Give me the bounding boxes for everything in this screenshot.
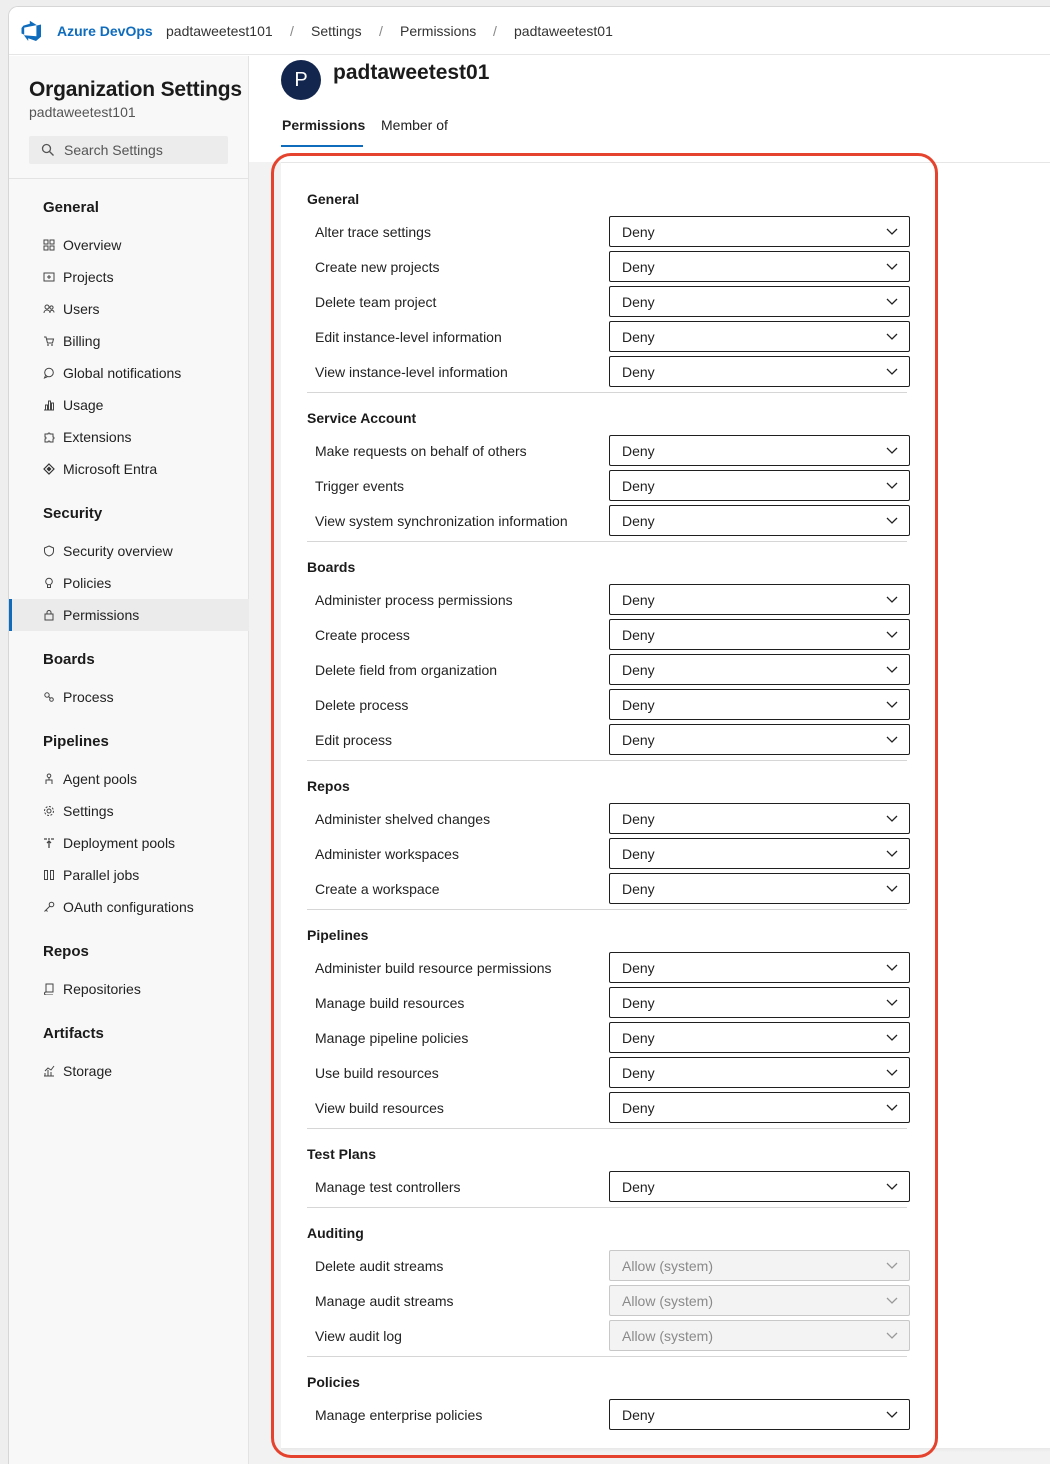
- section-divider: [307, 541, 907, 542]
- chevron-down-icon: [886, 1332, 898, 1340]
- top-bar: [9, 7, 1050, 55]
- dropdown-value: Deny: [622, 224, 655, 240]
- chart-icon: [43, 399, 55, 411]
- sidebar-item-label: Overview: [63, 237, 122, 253]
- permission-label: Manage build resources: [315, 995, 465, 1011]
- dropdown-value: Deny: [622, 478, 655, 494]
- dropdown-value: Deny: [622, 995, 655, 1011]
- chevron-down-icon: [886, 482, 898, 490]
- chevron-down-icon: [886, 263, 898, 271]
- chevron-down-icon: [886, 1411, 898, 1419]
- breadcrumb-org[interactable]: padtaweetest101: [166, 23, 273, 39]
- sidebar-org-name: padtaweetest101: [29, 104, 136, 120]
- sidebar-item-projects[interactable]: [9, 261, 249, 293]
- permission-label: Administer process permissions: [315, 592, 513, 608]
- projects-icon: [43, 271, 55, 283]
- chevron-down-icon: [886, 1069, 898, 1077]
- entra-icon: [43, 463, 55, 475]
- permission-dropdown[interactable]: [609, 216, 910, 247]
- sidebar-item-label: Parallel jobs: [63, 867, 140, 883]
- dropdown-value: Deny: [622, 627, 655, 643]
- chevron-down-icon: [886, 631, 898, 639]
- permission-label: Administer build resource permissions: [315, 960, 552, 976]
- permission-label: Administer workspaces: [315, 846, 459, 862]
- search-placeholder: Search Settings: [64, 142, 163, 158]
- dropdown-value: Deny: [622, 329, 655, 345]
- chevron-down-icon: [886, 596, 898, 604]
- permission-label: Make requests on behalf of others: [315, 443, 527, 459]
- permission-label: Create process: [315, 627, 410, 643]
- sidebar-item-label: Users: [63, 301, 100, 317]
- section-divider: [307, 760, 907, 761]
- dropdown-value: Deny: [622, 732, 655, 748]
- dropdown-value: Deny: [622, 1030, 655, 1046]
- chevron-down-icon: [886, 666, 898, 674]
- sidebar-title: Organization Settings: [29, 78, 242, 101]
- storage-icon: [43, 1065, 55, 1077]
- sidebar-heading-general: General: [43, 199, 99, 216]
- chevron-down-icon: [886, 964, 898, 972]
- breadcrumb-separator: /: [290, 23, 294, 39]
- repo-icon: [43, 983, 55, 995]
- chevron-down-icon: [886, 999, 898, 1007]
- permission-label: Create new projects: [315, 259, 440, 275]
- dropdown-value: Deny: [622, 1100, 655, 1116]
- search-icon: [41, 143, 55, 157]
- dropdown-value: Deny: [622, 1407, 655, 1423]
- sidebar-item-pipeline-settings[interactable]: [9, 795, 249, 827]
- sidebar-item-overview[interactable]: [9, 229, 249, 261]
- section-heading-auditing: Auditing: [307, 1225, 364, 1241]
- permission-dropdown-disabled: [609, 1320, 910, 1351]
- permission-dropdown[interactable]: [609, 1399, 910, 1430]
- panel-bottom-edge: [281, 1448, 1050, 1452]
- dropdown-value: Deny: [622, 1065, 655, 1081]
- section-heading-general: General: [307, 191, 360, 207]
- chevron-down-icon: [886, 850, 898, 858]
- sidebar-heading-boards: Boards: [43, 651, 95, 668]
- sidebar-item-microsoft-entra[interactable]: [9, 453, 249, 485]
- permission-label: View instance-level information: [315, 364, 508, 380]
- chevron-down-icon: [886, 885, 898, 893]
- tab-permissions[interactable]: Permissions: [282, 117, 366, 133]
- sidebar-item-label: Settings: [63, 803, 114, 819]
- dropdown-value: Deny: [622, 364, 655, 380]
- sidebar: [9, 56, 249, 1464]
- permission-dropdown[interactable]: [609, 619, 910, 650]
- permission-dropdown[interactable]: [609, 470, 910, 501]
- lock-icon: [43, 609, 55, 621]
- permission-dropdown[interactable]: [609, 286, 910, 317]
- permission-label: Delete team project: [315, 294, 437, 310]
- section-heading-test-plans: Test Plans: [307, 1146, 376, 1162]
- sidebar-item-label: OAuth configurations: [63, 899, 194, 915]
- section-heading-repos: Repos: [307, 778, 350, 794]
- chevron-down-icon: [886, 228, 898, 236]
- dropdown-value: Deny: [622, 259, 655, 275]
- sidebar-item-label: Usage: [63, 397, 104, 413]
- sidebar-item-label: Process: [63, 689, 114, 705]
- permission-dropdown[interactable]: [609, 1092, 910, 1123]
- section-divider: [307, 392, 907, 393]
- chevron-down-icon: [886, 333, 898, 341]
- dropdown-value: Deny: [622, 443, 655, 459]
- sidebar-item-label: Global notifications: [63, 365, 182, 381]
- sidebar-item-users[interactable]: [9, 293, 249, 325]
- chevron-down-icon: [886, 517, 898, 525]
- sidebar-heading-security: Security: [43, 505, 103, 522]
- permission-label: Use build resources: [315, 1065, 439, 1081]
- dropdown-value: Deny: [622, 846, 655, 862]
- dropdown-value: Deny: [622, 811, 655, 827]
- sidebar-item-process[interactable]: [9, 681, 249, 713]
- process-icon: [43, 691, 55, 703]
- sidebar-item-extensions[interactable]: [9, 421, 249, 453]
- section-heading-pipelines: Pipelines: [307, 927, 369, 943]
- permission-dropdown[interactable]: [609, 654, 910, 685]
- breadcrumb-user[interactable]: padtaweetest01: [514, 23, 613, 39]
- chat-icon: [43, 367, 55, 379]
- permission-label: Trigger events: [315, 478, 404, 494]
- sidebar-item-label: Microsoft Entra: [63, 461, 158, 477]
- cart-icon: [43, 335, 55, 347]
- permission-label: Edit instance-level information: [315, 329, 502, 345]
- permission-dropdown-disabled: [609, 1250, 910, 1281]
- chevron-down-icon: [886, 815, 898, 823]
- dropdown-value: Deny: [622, 697, 655, 713]
- section-divider: [307, 1207, 907, 1208]
- sidebar-heading-pipelines: Pipelines: [43, 733, 109, 750]
- dropdown-value: Deny: [622, 960, 655, 976]
- tab-active-indicator: [281, 145, 363, 147]
- dropdown-value: Deny: [622, 662, 655, 678]
- section-divider: [307, 1128, 907, 1129]
- breadcrumb-separator: /: [493, 23, 497, 39]
- sidebar-item-global-notifications[interactable]: [9, 357, 249, 389]
- sidebar-item-storage[interactable]: [9, 1055, 249, 1087]
- permission-dropdown[interactable]: [609, 873, 910, 904]
- sidebar-divider: [9, 178, 249, 179]
- permission-dropdown[interactable]: [609, 803, 910, 834]
- chevron-down-icon: [886, 1034, 898, 1042]
- section-heading-boards: Boards: [307, 559, 356, 575]
- permission-label: Manage audit streams: [315, 1293, 454, 1309]
- permission-dropdown[interactable]: [609, 356, 910, 387]
- permission-label: Manage pipeline policies: [315, 1030, 469, 1046]
- permission-dropdown[interactable]: [609, 1171, 910, 1202]
- sidebar-item-permissions[interactable]: [9, 599, 249, 631]
- section-divider: [307, 1356, 907, 1357]
- avatar: P: [281, 60, 321, 100]
- chevron-down-icon: [886, 701, 898, 709]
- grid-icon: [43, 239, 55, 251]
- dropdown-value: Allow (system): [622, 1293, 714, 1309]
- lightbulb-icon: [43, 577, 55, 589]
- permission-label: Delete process: [315, 697, 409, 713]
- permission-dropdown-disabled: [609, 1285, 910, 1316]
- sidebar-item-label: Extensions: [63, 429, 132, 445]
- chevron-down-icon: [886, 1104, 898, 1112]
- permission-dropdown[interactable]: [609, 952, 910, 983]
- section-divider: [307, 909, 907, 910]
- permission-label: Edit process: [315, 732, 393, 748]
- section-heading-policies: Policies: [307, 1374, 360, 1390]
- sidebar-heading-repos: Repos: [43, 943, 89, 960]
- sidebar-item-oauth-configurations[interactable]: [9, 891, 249, 923]
- permission-dropdown[interactable]: [609, 838, 910, 869]
- permission-label: Manage enterprise policies: [315, 1407, 483, 1423]
- permission-label: Create a workspace: [315, 881, 440, 897]
- sidebar-item-label: Security overview: [63, 543, 173, 559]
- users-icon: [43, 303, 55, 315]
- dropdown-value: Deny: [622, 881, 655, 897]
- sidebar-item-policies[interactable]: [9, 567, 249, 599]
- sidebar-item-label: Permissions: [63, 607, 140, 623]
- sidebar-item-label: Projects: [63, 269, 114, 285]
- section-heading-service-account: Service Account: [307, 410, 417, 426]
- sidebar-item-label: Billing: [63, 333, 101, 349]
- sidebar-item-parallel-jobs[interactable]: [9, 859, 249, 891]
- permission-label: View audit log: [315, 1328, 402, 1344]
- sidebar-item-label: Storage: [63, 1063, 113, 1079]
- shield-icon: [43, 545, 55, 557]
- brand-link[interactable]: Azure DevOps: [57, 23, 153, 39]
- app-window: [8, 6, 1050, 1464]
- parallel-icon: [43, 869, 55, 881]
- permission-dropdown[interactable]: [609, 321, 910, 352]
- breadcrumb-settings[interactable]: Settings: [311, 23, 362, 39]
- permission-label: View system synchronization information: [315, 513, 568, 529]
- dropdown-value: Deny: [622, 294, 655, 310]
- sidebar-item-label: Policies: [63, 575, 112, 591]
- permission-dropdown[interactable]: [609, 584, 910, 615]
- chevron-down-icon: [886, 447, 898, 455]
- sidebar-item-agent-pools[interactable]: [9, 763, 249, 795]
- sidebar-item-label: Repositories: [63, 981, 141, 997]
- sidebar-item-repositories[interactable]: [9, 973, 249, 1005]
- permission-label: Delete field from organization: [315, 662, 498, 678]
- permission-dropdown[interactable]: [609, 1022, 910, 1053]
- sidebar-item-security-overview[interactable]: [9, 535, 249, 567]
- puzzle-icon: [43, 431, 55, 443]
- permission-label: Delete audit streams: [315, 1258, 444, 1274]
- dropdown-value: Deny: [622, 513, 655, 529]
- chevron-down-icon: [886, 1183, 898, 1191]
- permission-dropdown[interactable]: [609, 689, 910, 720]
- page-title: padtaweetest01: [333, 61, 490, 84]
- sidebar-item-billing[interactable]: [9, 325, 249, 357]
- sidebar-item-usage[interactable]: [9, 389, 249, 421]
- permission-label: Administer shelved changes: [315, 811, 491, 827]
- permission-dropdown[interactable]: [609, 1057, 910, 1088]
- sidebar-item-label: Deployment pools: [63, 835, 176, 851]
- chevron-down-icon: [886, 736, 898, 744]
- deploy-icon: [43, 837, 55, 849]
- permission-label: Alter trace settings: [315, 224, 431, 240]
- dropdown-value: Deny: [622, 1179, 655, 1195]
- dropdown-value: Allow (system): [622, 1328, 714, 1344]
- sidebar-heading-artifacts: Artifacts: [43, 1025, 104, 1042]
- agent-icon: [43, 773, 55, 785]
- breadcrumb-separator: /: [379, 23, 383, 39]
- dropdown-value: Allow (system): [622, 1258, 714, 1274]
- search-input[interactable]: [29, 136, 228, 164]
- sidebar-item-deployment-pools[interactable]: [9, 827, 249, 859]
- permission-dropdown[interactable]: [609, 505, 910, 536]
- chevron-down-icon: [886, 1262, 898, 1270]
- permission-dropdown[interactable]: [609, 724, 910, 755]
- chevron-down-icon: [886, 298, 898, 306]
- key-icon: [43, 901, 55, 913]
- permission-dropdown[interactable]: [609, 987, 910, 1018]
- dropdown-value: Deny: [622, 592, 655, 608]
- azure-devops-logo-icon[interactable]: [21, 20, 43, 42]
- permission-label: Manage test controllers: [315, 1179, 461, 1195]
- sidebar-item-label: Agent pools: [63, 771, 137, 787]
- permission-dropdown[interactable]: [609, 251, 910, 282]
- permission-dropdown[interactable]: [609, 435, 910, 466]
- gear-icon: [43, 805, 55, 817]
- chevron-down-icon: [886, 1297, 898, 1305]
- chevron-down-icon: [886, 368, 898, 376]
- permission-label: View build resources: [315, 1100, 444, 1116]
- tab-member-of[interactable]: Member of: [381, 117, 448, 133]
- breadcrumb-permissions[interactable]: Permissions: [400, 23, 477, 39]
